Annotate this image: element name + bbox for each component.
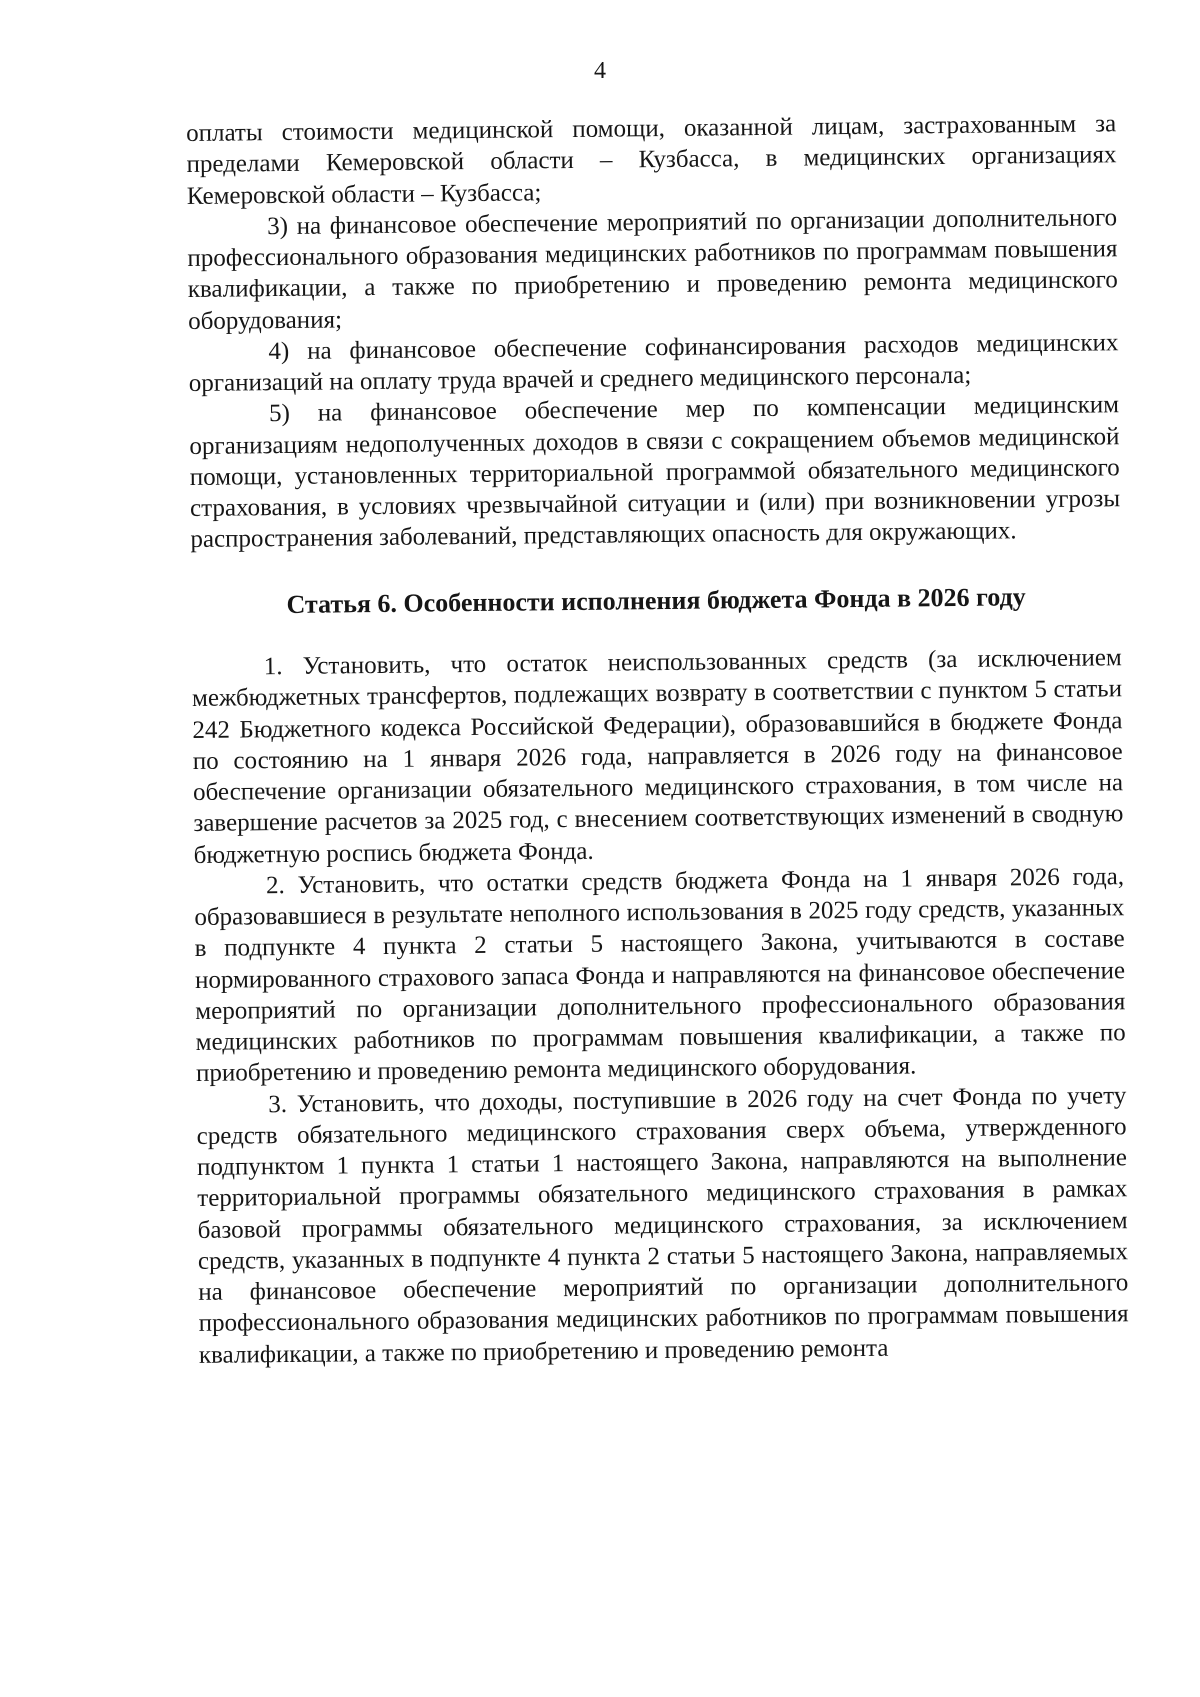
list-item-4: 4) на финансовое обеспечение софинансирования расходов медицинских организаций на оплату труда врачей и среднего медицинского персонала;: [188, 328, 1119, 397]
list-item-5: 5) на финансовое обеспечение мер по компенсации медицинским организациям недополученных доходов в связи с сокращением объемов медицинской помощи, установленных территориальной программой обязательного медицинского страхования, в условиях чрезвычайной ситуации и (или) при возникновении угрозы распространения заболеваний, представляющих опасность для окружающих.: [189, 391, 1121, 554]
article-point-3: 3. Установить, что доходы, поступившие в 2026 году на счет Фонда по учету средств обязательного медицинского страхования сверх объема, утвержденного подпунктом 1 пункта 1 статьи 1 настоящего Закона, направляются на выполнение территориальной программы обязательного медицинского страхования в рамках базовой программы обязательного медицинского страхования, за исключением средств, указанных в подпункте 4 пункта 2 статьи 5 настоящего Закона, направляемых на финансовое обеспечение мероприятий по организации дополнительного профессионального образования медицинских работников по программам повышения квалификации, а также по приобретению и проведению ремонта: [196, 1081, 1129, 1369]
continuation-paragraph: оплаты стоимости медицинской помощи, оказанной лицам, застрахованным за пределами Кемеровской области – Кузбасса, в медицинских организациях Кемеровской области – Кузбасса;: [186, 110, 1117, 210]
article-point-2: 2. Установить, что остатки средств бюджета Фонда на 1 января 2026 года, образовавшиеся в результате неполного использования в 2025 году средств, указанных в подпункте 4 пункта 2 статьи 5 настоящего Закона, учитываются в составе нормированного страхового запаса Фонда и направляются на финансовое обеспечение мероприятий по организации дополнительного профессионального образования медицинских работников по программам повышения квалификации, а также по приобретению и проведению ремонта медицинского оборудования.: [194, 862, 1126, 1088]
page-number: 4: [594, 58, 606, 84]
article-heading: Статья 6. Особенности исполнения бюджета Фонда в 2026 году: [286, 581, 1026, 619]
document-body: [186, 108, 1129, 1370]
article-point-1: 1. Установить, что остаток неиспользованных средств (за исключением межбюджетных трансфертов, подлежащих возврату в соответствии с пунктом 5 статьи 242 Бюджетного кодекса Российской Федерации), образовавшийся в бюджете Фонда по состоянию на 1 января 2026 года, направляется в 2026 году на финансовое обеспечение организации обязательного медицинского страхования, в том числе на завершение расчетов за 2025 год, с внесением соответствующих изменений в сводную бюджетную роспись бюджета Фонда.: [191, 644, 1124, 869]
list-item-3: 3) на финансовое обеспечение мероприятий по организации дополнительного профессионального образования медицинских работников по программам повышения квалификации, а также по приобретению и проведению ремонта медицинского оборудования;: [187, 204, 1118, 335]
